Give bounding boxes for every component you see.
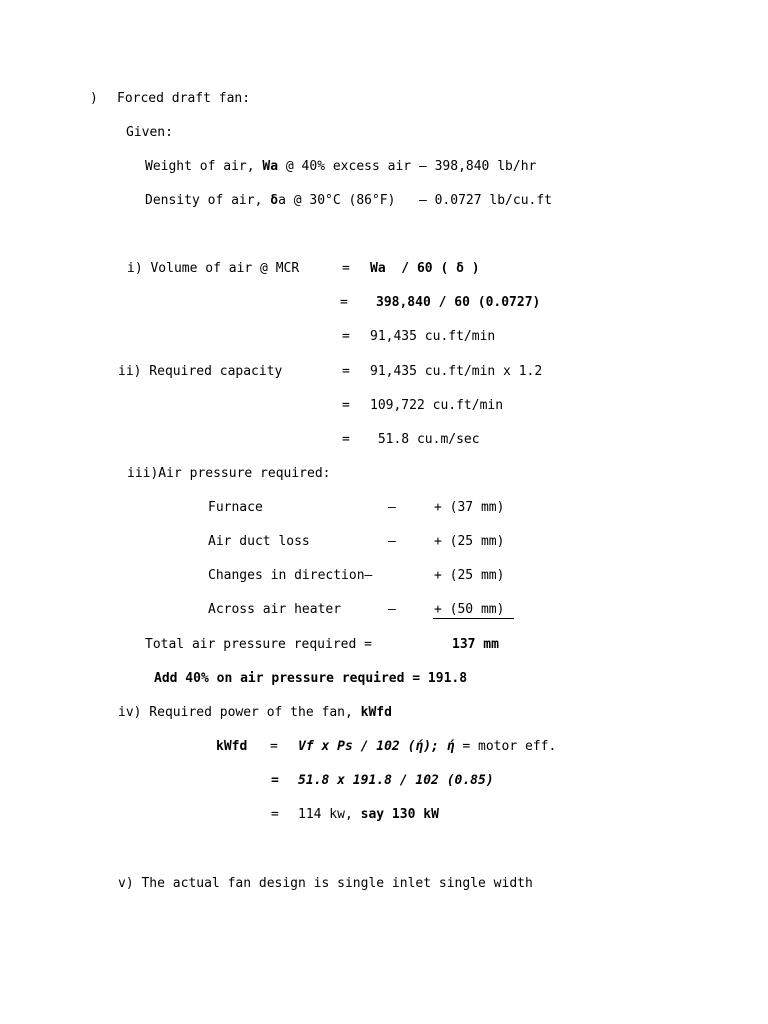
step4-line3-bold: say 130 kW [360,807,439,822]
step2-label: ii) Required capacity [118,364,283,379]
step5-text: v) The actual fan design is single inlet single width [118,876,533,891]
step4-label-symbol: kWfd [360,705,392,720]
step1-eq-1: = [342,261,350,276]
step4-label-prefix: iv) Required power of the fan, [118,705,361,720]
step4-line2: 51.8 x 191.8 / 102 (0.85) [298,773,494,788]
pressure-item-name: Air duct loss [208,534,310,549]
step2-line1: 91,435 cu.ft/min x 1.2 [370,364,543,379]
pressure-item-dash: – [388,534,396,549]
pressure-item-value: + (25 mm) [434,534,505,549]
total-pressure-label: Total air pressure required = [145,637,372,652]
step1-eq-3: = [342,329,350,344]
add-pressure-line: Add 40% on air pressure required = 191.8 [154,671,468,686]
pressure-item-name: Changes in direction– [208,568,373,583]
given-weight-prefix: Weight of air, [145,159,263,174]
pressure-item-name: Across air heater [208,602,342,617]
given-label: Given: [126,125,173,140]
step4-line3 [298,807,439,823]
pressure-item-value: + (25 mm) [434,568,505,583]
step1-formula: Wa / 60 ( δ ) [370,261,480,276]
step4-formula-rhs: Vf x Ps / 102 (ή); ή [298,739,455,754]
step4-formula-line [298,739,556,755]
section-marker: ) [90,91,98,106]
given-weight-symbol: Wa [262,159,279,174]
pressure-item-value: + (37 mm) [434,500,505,515]
step1-line2: 398,840 / 60 (0.0727) [376,295,541,310]
step4-label [118,705,392,721]
given-weight-suffix: @ 40% excess air – 398,840 lb/hr [278,159,537,174]
pressure-item-dash: – [388,500,396,515]
step2-eq-1: = [342,364,350,379]
step2-eq-2: = [342,398,350,413]
step4-formula-lhs: kWfd [216,739,248,754]
step3-label: iii)Air pressure required: [127,466,331,481]
section-title: Forced draft fan: [117,91,251,106]
pressure-item-name: Furnace [208,500,263,515]
sum-underline [433,618,514,619]
pressure-item-dash: – [388,602,396,617]
step1-eq-2: = [340,295,348,310]
step4-eq-2: = [271,773,279,788]
step4-eq-3: = [271,807,279,822]
step2-eq-3: = [342,432,350,447]
total-pressure-value: 137 mm [452,637,499,652]
step2-line3: 51.8 cu.m/sec [370,432,480,447]
step1-label: i) Volume of air @ MCR [127,261,300,276]
pressure-item-value: + (50 mm) [434,602,505,617]
step4-eq-1: = [270,739,278,754]
given-density-line [145,193,552,209]
step1-line3: 91,435 cu.ft/min [370,329,496,344]
step2-line2: 109,722 cu.ft/min [370,398,504,413]
given-density-symbol: δ [270,193,279,208]
given-weight-line [145,159,536,175]
given-density-suffix: a @ 30°C (86°F) – 0.0727 lb/cu.ft [278,193,552,208]
step4-formula-note: = motor eff. [454,739,557,754]
given-density-prefix: Density of air, [145,193,271,208]
step4-line3-prefix: 114 kw, [298,807,361,822]
